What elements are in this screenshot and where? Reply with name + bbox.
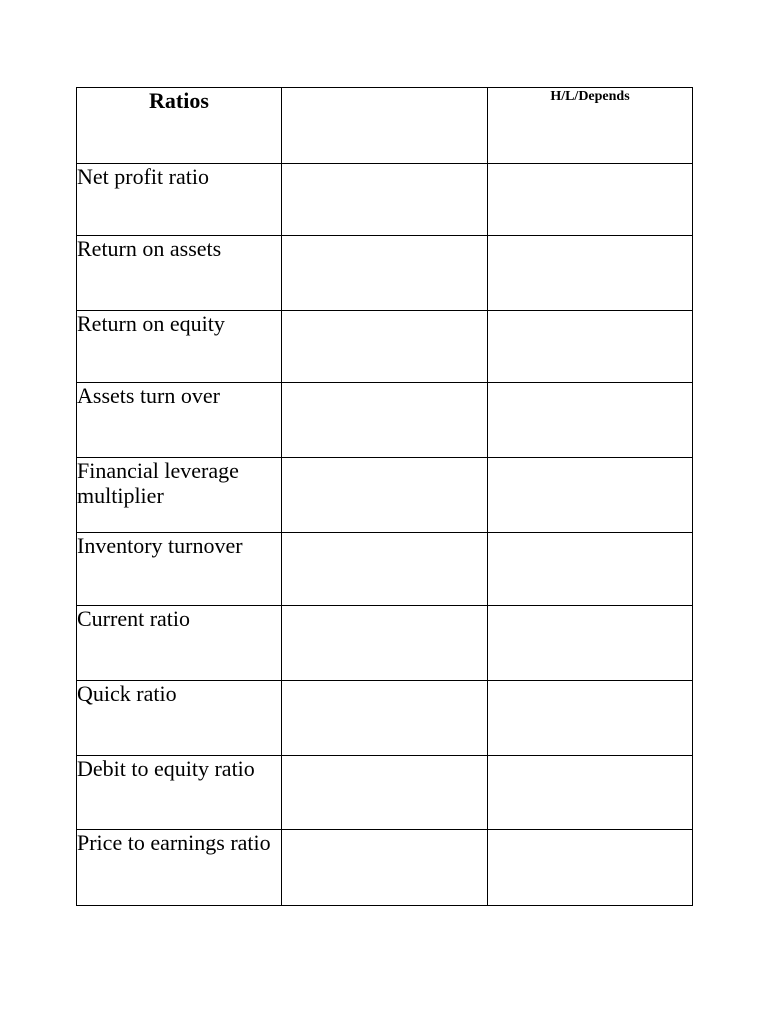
- table-row: [77, 681, 693, 756]
- ratio-label: Assets turn over: [77, 383, 282, 458]
- ratio-label: Financial leverage multiplier: [77, 458, 282, 533]
- ratio-label: Debit to equity ratio: [77, 756, 282, 830]
- hl-cell[interactable]: [488, 830, 693, 906]
- value-cell[interactable]: [282, 533, 488, 606]
- value-cell[interactable]: [282, 606, 488, 681]
- table-header-row: [77, 88, 693, 164]
- value-cell[interactable]: [282, 756, 488, 830]
- ratio-label: Quick ratio: [77, 681, 282, 756]
- value-cell[interactable]: [282, 458, 488, 533]
- table-row: [77, 236, 693, 311]
- value-cell[interactable]: [282, 681, 488, 756]
- ratio-label: Net profit ratio: [77, 164, 282, 236]
- hl-cell[interactable]: [488, 164, 693, 236]
- hl-cell[interactable]: [488, 756, 693, 830]
- value-cell[interactable]: [282, 236, 488, 311]
- hl-cell[interactable]: [488, 236, 693, 311]
- header-hl-depends: H/L/Depends: [488, 88, 693, 164]
- ratio-label: Current ratio: [77, 606, 282, 681]
- table-row: [77, 533, 693, 606]
- header-ratios: Ratios: [77, 88, 282, 164]
- ratios-table: [76, 87, 693, 906]
- table-row: [77, 164, 693, 236]
- hl-cell[interactable]: [488, 533, 693, 606]
- hl-cell[interactable]: [488, 681, 693, 756]
- ratio-label: Return on assets: [77, 236, 282, 311]
- hl-cell[interactable]: [488, 383, 693, 458]
- value-cell[interactable]: [282, 383, 488, 458]
- table-row: [77, 458, 693, 533]
- hl-cell[interactable]: [488, 606, 693, 681]
- value-cell[interactable]: [282, 164, 488, 236]
- hl-cell[interactable]: [488, 458, 693, 533]
- header-blank: [282, 88, 488, 164]
- ratio-label: Price to earnings ratio: [77, 830, 282, 906]
- value-cell[interactable]: [282, 311, 488, 383]
- table-row: [77, 383, 693, 458]
- ratio-label: Return on equity: [77, 311, 282, 383]
- table-row: [77, 311, 693, 383]
- value-cell[interactable]: [282, 830, 488, 906]
- table-row: [77, 606, 693, 681]
- hl-cell[interactable]: [488, 311, 693, 383]
- ratio-label: Inventory turnover: [77, 533, 282, 606]
- table-row: [77, 756, 693, 830]
- table-row: [77, 830, 693, 906]
